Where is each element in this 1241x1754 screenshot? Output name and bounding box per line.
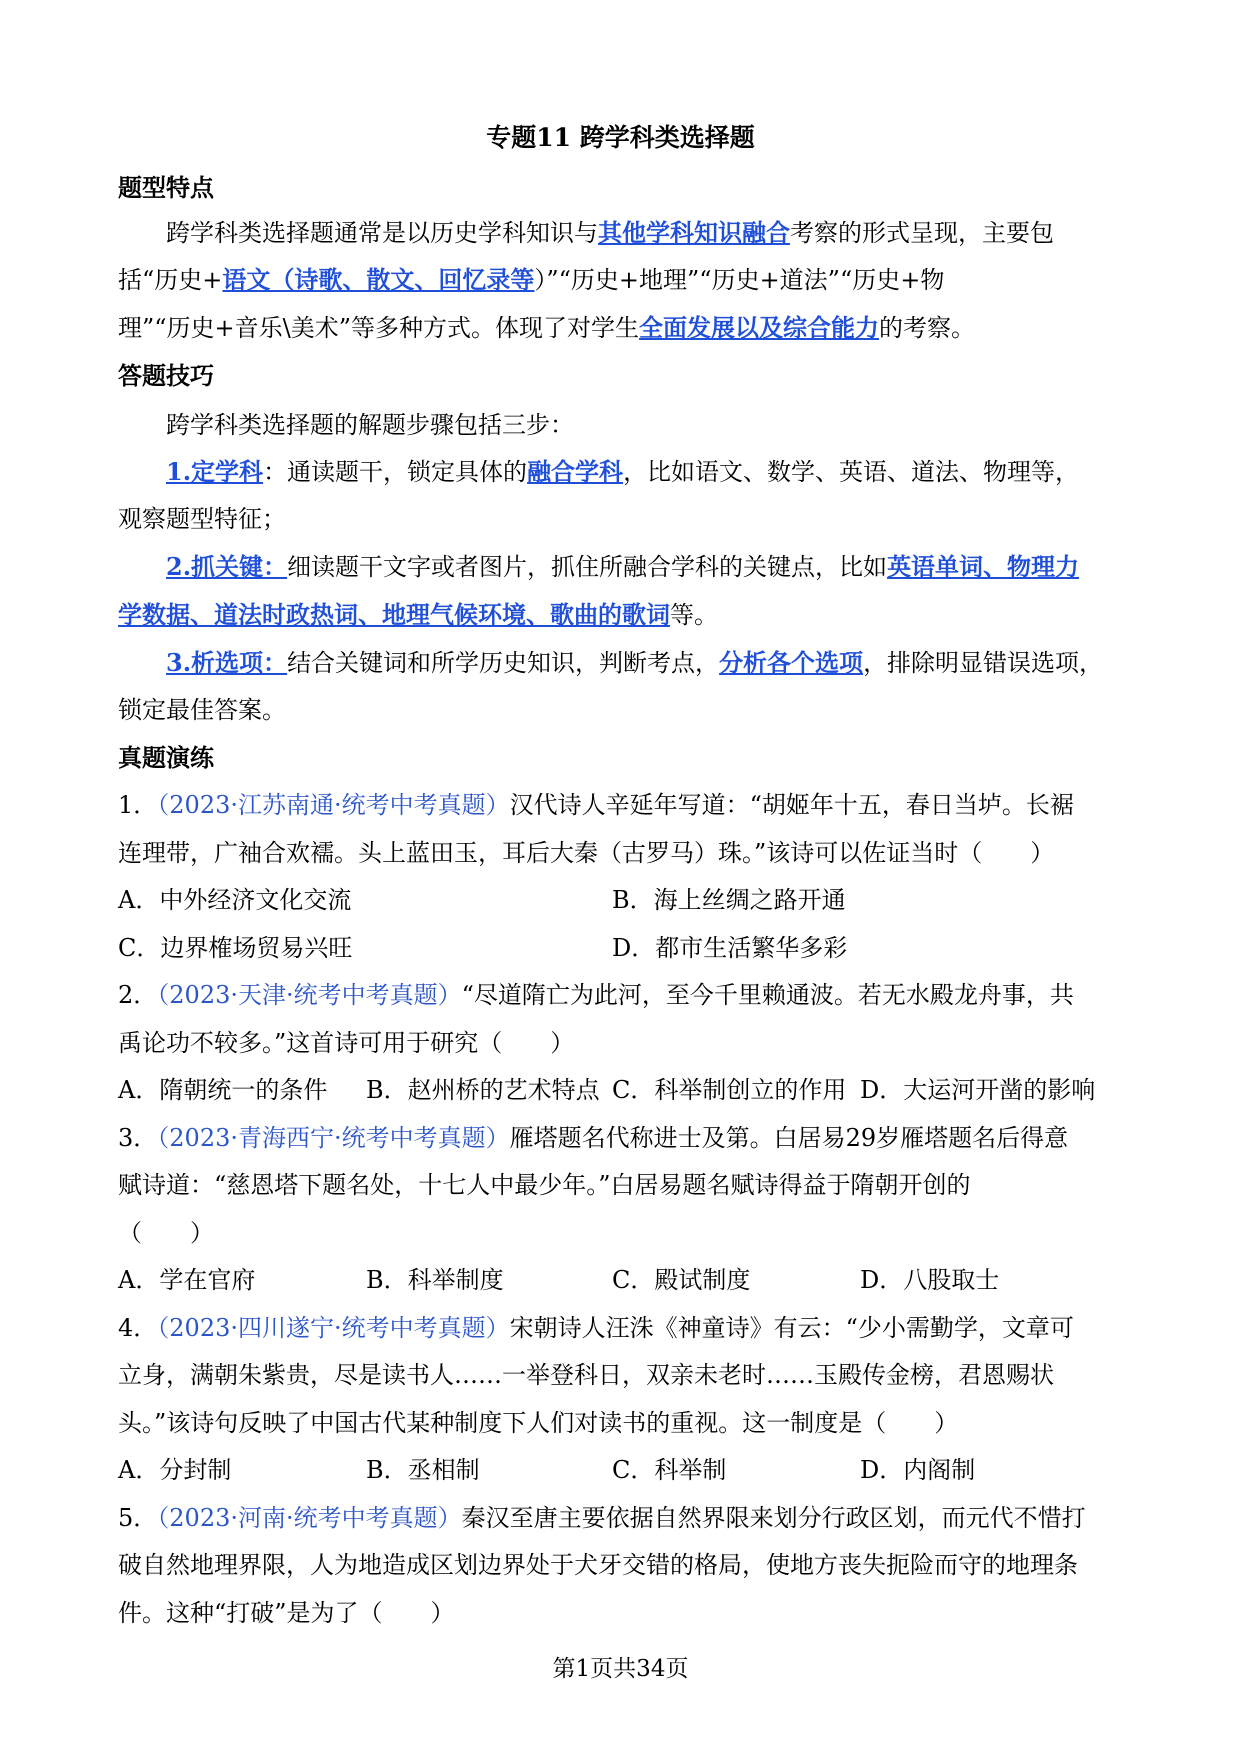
section-heading-features: 题型特点 <box>118 173 214 202</box>
question-2-line-1 <box>118 975 1128 1010</box>
question-1-line-2: 连理带，广袖合欢襦。头上蓝田玉，耳后大秦（古罗马）珠。”该诗可以佐证当时（ ） <box>118 839 1055 867</box>
q4-option-b: B．丞相制 <box>366 1456 480 1484</box>
question-number: 5． <box>118 1504 158 1532</box>
text: ，排除明显错误选项， <box>863 649 1104 677</box>
text: ）”“历史+地理”“历史+道法”“历史+物 <box>534 266 945 294</box>
text: ：通读题干，锁定具体的 <box>263 458 528 486</box>
text: 宋朝诗人汪洙《神童诗》有云：“少小需勤学，文章可 <box>509 1314 1074 1342</box>
step-label: 1.定学科 <box>166 457 264 486</box>
q4-option-c: C．科举制 <box>612 1456 727 1484</box>
q2-option-d: D．大运河开凿的影响 <box>860 1076 1096 1104</box>
question-number: 1． <box>118 791 158 819</box>
text: 等。 <box>670 601 718 629</box>
text: 跨学科类选择题通常是以历史学科知识与 <box>166 219 598 247</box>
skills-step-1-cont: 观察题型特征； <box>118 505 286 533</box>
highlight-text: 全面发展以及综合能力 <box>639 313 880 342</box>
q4-option-a: A．分封制 <box>118 1456 232 1484</box>
q3-option-d: D．八股取士 <box>860 1266 1000 1294</box>
highlight-text: 其他学科知识融合 <box>598 218 790 247</box>
question-2-line-2: 禹论功不较多。”这首诗可用于研究（ ） <box>118 1029 575 1057</box>
question-number: 2． <box>118 981 158 1009</box>
text: 秦汉至唐主要依据自然界限来划分行政区划，而元代不惜打 <box>461 1504 1086 1532</box>
q1-option-c: C．边界榷场贸易兴旺 <box>118 934 353 962</box>
question-source: （2023·四川遂宁·统考中考真题） <box>157 1314 510 1342</box>
text: 汉代诗人辛延年写道：“胡姬年十五，春日当垆。长裾 <box>509 791 1074 819</box>
text: 的考察。 <box>879 314 976 342</box>
text: ，比如语文、数学、英语、道法、物理等， <box>623 458 1080 486</box>
q3-option-b: B．科举制度 <box>366 1266 504 1294</box>
section-heading-practice: 真题演练 <box>118 743 214 772</box>
text: 雁塔题名代称进士及第。白居易29岁雁塔题名后得意 <box>509 1124 1069 1152</box>
skills-step-2 <box>166 547 1128 582</box>
q3-option-a: A．学在官府 <box>118 1266 256 1294</box>
skills-step-3-cont: 锁定最佳答案。 <box>118 696 286 724</box>
question-4-line-3: 头。”该诗句反映了中国古代某种制度下人们对读书的重视。这一制度是（ ） <box>118 1409 959 1437</box>
question-number: 3． <box>118 1124 158 1152</box>
highlight-text: 融合学科 <box>527 457 624 486</box>
question-source: （2023·江苏南通·统考中考真题） <box>157 791 510 819</box>
step-label: 2.抓关键： <box>166 552 288 581</box>
q2-option-c: C．科举制创立的作用 <box>612 1076 847 1104</box>
skills-step-2-cont <box>118 595 1128 630</box>
q3-option-c: C．殿试制度 <box>612 1266 751 1294</box>
features-line-2 <box>118 260 1128 295</box>
q4-option-d: D．内阁制 <box>860 1456 976 1484</box>
skills-intro: 跨学科类选择题的解题步骤包括三步： <box>166 411 574 439</box>
question-5-line-3: 件。这种“打破”是为了（ ） <box>118 1599 455 1627</box>
question-4-line-1 <box>118 1308 1128 1343</box>
section-heading-skills: 答题技巧 <box>118 361 214 390</box>
q1-option-a: A．中外经济文化交流 <box>118 886 352 914</box>
question-3-line-1 <box>118 1118 1128 1153</box>
highlight-text: 语文（诗歌、散文、回忆录等 <box>222 265 535 294</box>
text: 结合关键词和所学历史知识，判断考点， <box>287 649 720 677</box>
highlight-text: 英语单词、物理力 <box>887 552 1080 581</box>
question-4-line-2: 立身，满朝朱紫贵，尽是读书人……一举登科日，双亲未老时……玉殿传金榜，君恩赐状 <box>118 1361 1054 1389</box>
question-5-line-1 <box>118 1498 1128 1533</box>
page-footer: 第1页共34页 <box>552 1656 689 1682</box>
question-source: （2023·河南·统考中考真题） <box>157 1504 462 1532</box>
text: 括“历史+ <box>118 266 223 294</box>
step-label: 3.析选项： <box>166 648 288 677</box>
features-line-3 <box>118 308 1128 343</box>
question-1-line-1 <box>118 785 1128 820</box>
question-source: （2023·青海西宁·统考中考真题） <box>157 1124 510 1152</box>
q1-option-d: D．都市生活繁华多彩 <box>612 934 848 962</box>
highlight-text: 分析各个选项 <box>719 648 864 677</box>
page-title: 专题11 跨学科类选择题 <box>486 123 755 152</box>
question-3-line-3: （ ） <box>118 1219 214 1247</box>
text: 细读题干文字或者图片，抓住所融合学科的关键点，比如 <box>287 553 888 581</box>
text: “尽道隋亡为此河，至今千里赖通波。若无水殿龙舟事，共 <box>461 981 1074 1009</box>
skills-step-1 <box>166 452 1128 487</box>
features-line-1 <box>166 213 1128 248</box>
q1-option-b: B．海上丝绸之路开通 <box>612 886 846 914</box>
q2-option-b: B．赵州桥的艺术特点 <box>366 1076 600 1104</box>
question-number: 4． <box>118 1314 158 1342</box>
question-5-line-2: 破自然地理界限，人为地造成区划边界处于犬牙交错的格局，使地方丧失扼险而守的地理条 <box>118 1551 1078 1579</box>
skills-step-3 <box>166 643 1128 678</box>
question-source: （2023·天津·统考中考真题） <box>157 981 462 1009</box>
highlight-text: 学数据、道法时政热词、地理气候环境、歌曲的歌词 <box>118 600 670 629</box>
text: 理”“历史+音乐\美术”等多种方式。体现了对学生 <box>118 314 640 342</box>
q2-option-a: A．隋朝统一的条件 <box>118 1076 328 1104</box>
question-3-line-2: 赋诗道：“慈恩塔下题名处，十七人中最少年。”白居易题名赋诗得益于隋朝开创的 <box>118 1171 971 1199</box>
text: 考察的形式呈现，主要包 <box>790 219 1054 247</box>
